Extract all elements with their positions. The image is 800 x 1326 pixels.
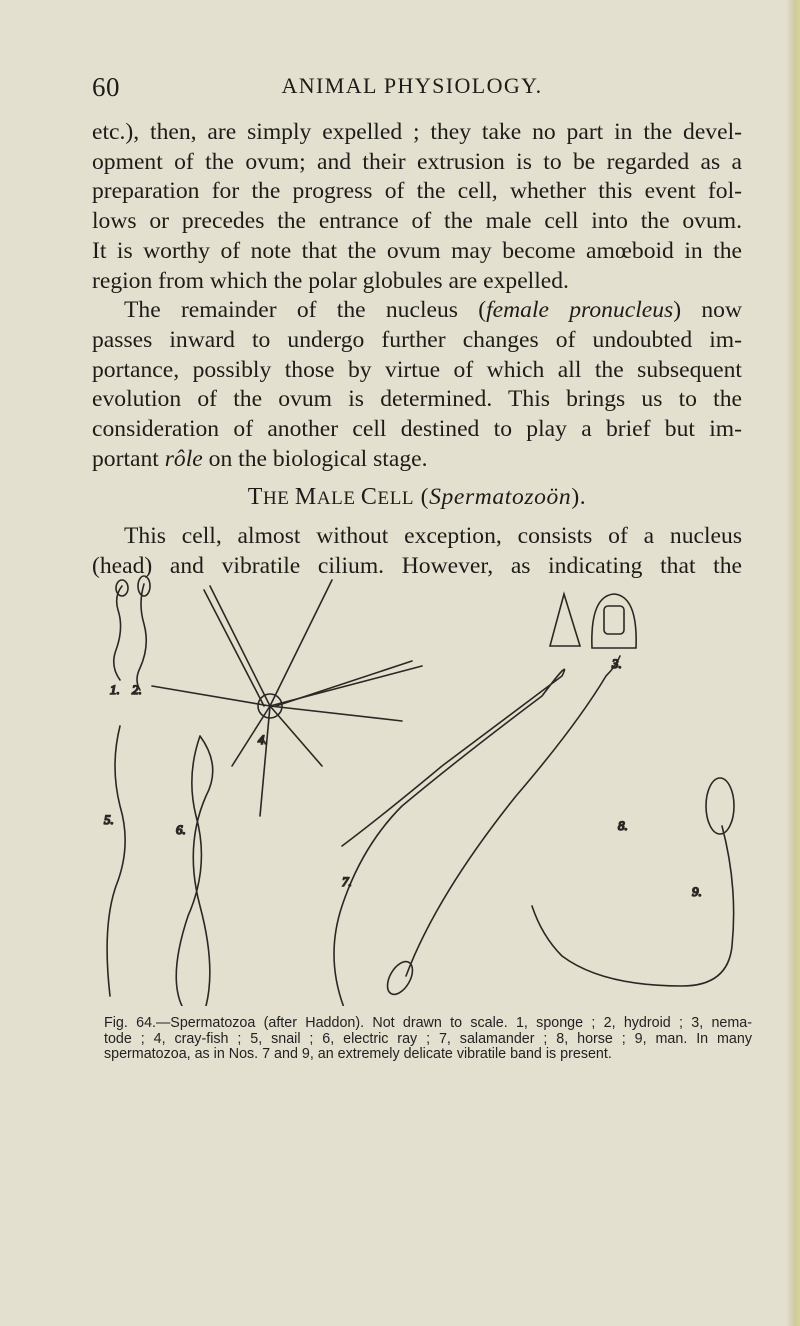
heading-smallcaps: ALE xyxy=(316,488,361,510)
text-line: region from which the polar globules are expelled. xyxy=(92,267,569,294)
caption-line: Fig. 64.—Spermatozoa (after Haddon). Not drawn to scale. 1, sponge ; 2, hydroid ; 3, nema- xyxy=(104,1015,752,1031)
sperm-1-sponge xyxy=(114,586,122,680)
italic-term: female pronucleus xyxy=(486,297,674,324)
page-edge xyxy=(786,0,800,1326)
heading-cap: C xyxy=(360,484,378,511)
text-line: passes inward to undergo further changes of undoubted im- xyxy=(92,326,742,353)
sperm-8-horse xyxy=(406,656,620,976)
text-line: (head) and vibratile cilium. However, as indicating that the xyxy=(92,552,742,579)
running-head xyxy=(92,72,732,102)
figure-label-1: 1. xyxy=(110,682,120,697)
text-run: ) now xyxy=(673,297,742,324)
heading-smallcaps: ELL xyxy=(377,488,415,510)
figure-label-8: 8. xyxy=(618,818,628,833)
heading-cap: T xyxy=(247,484,263,511)
paragraph-1 xyxy=(92,118,742,296)
sperm-9-head xyxy=(706,778,734,834)
figure-label-9: 9. xyxy=(692,884,702,899)
paragraph-2 xyxy=(92,296,742,474)
figure-label-3: 3. xyxy=(612,656,622,671)
text-line xyxy=(92,445,742,475)
italic-term: rôle xyxy=(164,445,203,472)
text-run: The remainder of the nucleus ( xyxy=(124,297,487,324)
text-line: evolution of the ovum is determined. This brings us to the xyxy=(92,386,742,413)
caption-line: spermatozoa, as in Nos. 7 and 9, an extremely delicate vibratile band is present. xyxy=(104,1046,612,1062)
text-line: It is worthy of note that the ovum may become amœboid in the xyxy=(92,237,742,264)
text-line: lows or precedes the entrance of the male cell into the ovum. xyxy=(92,208,742,235)
figure-label-6: 6. xyxy=(176,822,186,837)
heading-italic: Spermatozoön xyxy=(429,484,572,511)
heading-paren: ). xyxy=(571,484,587,511)
sperm-9-man xyxy=(532,826,734,986)
sperm-7-salamander xyxy=(334,669,565,1006)
caption-line: tode ; 4, cray-fish ; 5, snail ; 6, electric ray ; 7, salamander ; 8, horse ; 9, man. In many xyxy=(104,1030,752,1047)
figure-label-5: 5. xyxy=(104,812,114,827)
text-line: This cell, almost without exception, consists of a nucleus xyxy=(124,523,742,550)
sperm-5-snail xyxy=(107,726,125,996)
text-line: etc.), then, are simply expelled ; they take no part in the devel- xyxy=(92,119,742,145)
text-line: portance, possibly those by virtue of which all the subsequent xyxy=(92,356,742,383)
figure-spermatozoa xyxy=(92,566,752,1006)
heading-paren: ( xyxy=(414,484,430,511)
sperm-1-head xyxy=(116,580,128,596)
text-line: consideration of another cell destined to play a brief but im- xyxy=(92,416,742,443)
text-line: opment of the ovum; and their extrusion is to be regarded as a xyxy=(92,148,742,175)
sperm-2-hydroid xyxy=(137,584,146,690)
figure-label-7: 7. xyxy=(342,874,352,889)
text-line xyxy=(92,296,742,326)
text-run: portant xyxy=(92,445,165,472)
text-line: preparation for the progress of the cell, whether this event fol- xyxy=(92,178,742,205)
body-text xyxy=(92,118,742,582)
sperm-3-nematode xyxy=(550,594,636,648)
figure-caption xyxy=(104,1016,752,1063)
figure-label-4: 4. xyxy=(258,732,268,747)
text-run: on the biological stage. xyxy=(202,445,428,472)
section-heading xyxy=(92,483,742,514)
sperm-6-electric-ray xyxy=(176,736,213,1006)
heading-cap: M xyxy=(294,484,317,511)
heading-smallcaps: HE xyxy=(262,488,295,510)
page-number: 60 xyxy=(92,72,120,102)
spermatozoa-illustration xyxy=(92,566,752,1006)
running-title: ANIMAL PHYSIOLOGY. xyxy=(281,73,543,98)
figure-label-2: 2. xyxy=(132,682,142,697)
